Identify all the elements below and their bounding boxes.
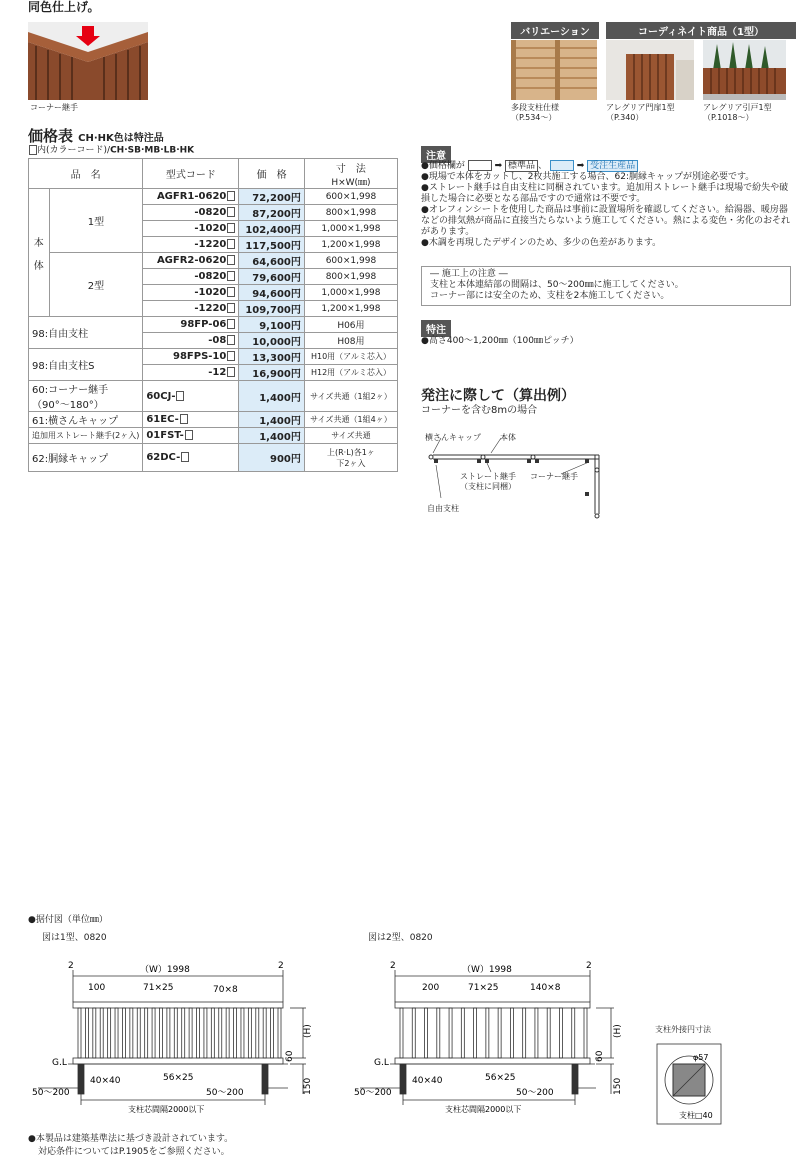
coordinate-header: コーディネイト商品（1型） [606,22,796,39]
table-row-code: 62DC- [143,444,239,472]
table-row-code: -08 [143,333,239,349]
type1-drawing [28,950,328,1125]
table-row-price: 10,000円 [239,333,305,349]
left-drawing-caption: 図は1型、0820 [42,933,107,943]
dim-h: (H) [303,1024,313,1038]
fence-slat [437,1008,440,1058]
fence-slat [152,1008,155,1058]
phi-label: φ57 [693,1053,709,1062]
fence-slat [167,1008,170,1058]
dim-span: 支柱芯間隔2000以下 [445,1105,522,1114]
dim-40: 40×40 [90,1076,121,1086]
fence-slat [93,1008,96,1058]
fence-slat [100,1008,103,1058]
fence-slat [130,1008,133,1058]
free-post-name: 98:自由支柱 [29,317,143,349]
end-cap-name: 61:横さんキャップ [29,412,143,428]
drawings-header: ●据付図（単位㎜） [28,915,108,925]
table-row-size: H06用 [304,317,397,333]
dim-100: 100 [88,983,106,993]
table-row-price: 117,500円 [239,237,305,253]
sliding-gate-photo [703,40,786,100]
label-straight: ストレート継手 （支柱に同梱） [460,472,516,491]
order-example-title: 発注に際して（算出例） [421,388,575,404]
header-size: 寸 法 H×W(㎜) [304,159,397,189]
dim-two-left: 2 [68,961,74,971]
table-row-code: -0820 [143,269,239,285]
dim-200: 200 [422,983,440,993]
table-row-code: 01FST- [143,428,239,444]
table-row-code: 60CJ- [143,381,239,412]
label-body: 本体 [500,433,516,442]
table-row-price: 72,200円 [239,189,305,205]
color-code-line: 内(カラーコード)/CH·SB·MB·LB·HK [28,145,194,157]
note-item-3: ●オレフィンシートを使用した商品は事前に設置場所を確認してください。給湯器、暖房器などの排気熱が商品に直接当たらないよう施工してください。熱による変色・劣化のおそれがあります。 [421,205,791,237]
header-code: 型式コード [143,159,239,189]
table-row-code: -12 [143,365,239,381]
group-main: 本 体 [29,189,50,317]
post-section-drawing [655,1042,723,1126]
gl-label: G.L [374,1058,389,1068]
fence-slat [108,1008,111,1058]
fence-slat [145,1008,148,1058]
table-row-code: 61EC- [143,412,239,428]
header-name: 品 名 [29,159,143,189]
right-drawing-caption: 図は2型、0820 [368,933,433,943]
table-row-price: 9,100円 [239,317,305,333]
fence-slat [122,1008,125,1058]
fence-slat [78,1008,81,1058]
dim-h: (H) [613,1024,623,1038]
corner-joint-label: コーナー継手 [30,103,78,112]
dim-140: 140×8 [530,983,561,993]
table-row-code: AGFR2-0620 [143,253,239,269]
table-row-price: 1,400円 [239,428,305,444]
fence-slat [498,1008,501,1058]
fence-slat [234,1008,237,1058]
table-row-price: 87,200円 [239,205,305,221]
fence-slat [226,1008,229,1058]
straight-joint-name: 追加用ストレート継手(2ヶ入) [29,428,143,444]
fence-slat [474,1008,477,1058]
table-row-size: サイズ共通 [304,428,397,444]
note-item-1: ●現場で本体をカットし、2枚共施工する場合、62:胴縁キャップが別途必要です。 [421,172,755,182]
table-row-price: 102,400円 [239,221,305,237]
table-row-price: 94,600円 [239,285,305,301]
dim-40: 40×40 [412,1076,443,1086]
table-row-size: 600×1,998 [304,253,397,269]
gallery-item-2: アレグリア門扉1型 （P.340） [606,103,675,122]
table-row-size: サイズ共通（1組4ヶ） [304,412,397,428]
dim-two-right: 2 [586,961,592,971]
dim-two-left: 2 [390,961,396,971]
table-row-price: 1,400円 [239,381,305,412]
table-row-price: 79,600円 [239,269,305,285]
table-row-size: H10用（アルミ芯入） [304,349,397,365]
table-row-size: サイズ共通（1組2ヶ） [304,381,397,412]
fence-slat [412,1008,415,1058]
dim-span: 支柱芯間隔2000以下 [128,1105,205,1114]
order-example-subtitle: コーナーを含む8mの場合 [421,405,538,416]
fence-slat [400,1008,403,1058]
post-caption: 支柱外接円寸法 [655,1025,711,1034]
fence-slat [174,1008,177,1058]
type2-label: 2型 [49,253,143,317]
gl-label: G.L [52,1058,67,1068]
fence-slat [182,1008,185,1058]
table-row-code: -1020 [143,285,239,301]
table-row-size: 1,200×1,998 [304,237,397,253]
fence-slat [137,1008,140,1058]
dim-70: 70×8 [213,985,238,995]
dim-60: 60 [285,1050,295,1062]
fence-slat [559,1008,562,1058]
fence-slat [159,1008,162,1058]
free-post-s-name: 98:自由支柱S [29,349,143,381]
variation-header: バリエーション [511,22,599,39]
table-row-code: -1020 [143,221,239,237]
footer-line-1: ●本製品は建築基準法に基づき設計されています。 [28,1134,234,1144]
fence-slat [547,1008,550,1058]
table-row-size: 800×1,998 [304,269,397,285]
table-row-price: 13,300円 [239,349,305,365]
table-row-price: 109,700円 [239,301,305,317]
fence-slat [449,1008,452,1058]
fence-slat [263,1008,266,1058]
fence-slat [278,1008,281,1058]
same-color-caption: 同色仕上げ。 [28,0,100,14]
dim-50-right: 50〜200 [206,1088,244,1098]
header-price: 価 格 [239,159,305,189]
table-row-size: 1,000×1,998 [304,285,397,301]
fence-slat [510,1008,513,1058]
fence-slat [486,1008,489,1058]
type2-drawing [350,950,640,1125]
table-row-size: 800×1,998 [304,205,397,221]
notes-legend: ●価格欄が ➡ 標準品 、 ➡ 受注生産品 [421,160,793,172]
fence-slat [523,1008,526,1058]
fence-slat [189,1008,192,1058]
dim-71: 71×25 [468,983,499,993]
corner-joint-name: 60:コーナー継手 （90°〜180°） [29,381,143,412]
table-row-size: 1,000×1,998 [304,221,397,237]
notes-header: 注意 [421,146,451,163]
special-header: 特注 [421,320,451,337]
label-end-cap: 横さんキャップ [425,433,481,442]
type1-label: 1型 [49,189,143,253]
price-table [28,158,398,472]
table-row-size: 上(R·L)各1ヶ 下2ヶ入 [304,444,397,472]
dim-56: 56×25 [485,1073,516,1083]
fence-slat [535,1008,538,1058]
dim-two-right: 2 [278,961,284,971]
dim-w: （W）1998 [140,965,190,975]
fence-slat [584,1008,587,1058]
table-row-price: 16,900円 [239,365,305,381]
rail-cap-name: 62:胴縁キャップ [29,444,143,472]
fence-slat [219,1008,222,1058]
footer-line-2: 対応条件についてはP.1905をご参照ください。 [38,1147,230,1157]
fence-slat [256,1008,259,1058]
gallery-item-1: 多段支柱仕様 （P.534〜） [511,103,559,122]
notes-list [421,160,793,249]
dim-150: 150 [303,1077,313,1095]
fence-slat [425,1008,428,1058]
dim-71: 71×25 [143,983,174,993]
variation-photo [511,40,597,100]
table-row-size: 600×1,998 [304,189,397,205]
dim-50-left: 50〜200 [354,1088,392,1098]
price-table-title: 価格表 CH·HK色は特注品 [28,127,164,145]
note-item-2: ●ストレート継手は自由支柱に同梱されています。追加用ストレート継手は現場で紛失や破損した場合に必要となる部品ですので通常は不要です。 [421,183,789,204]
table-row-code: -0820 [143,205,239,221]
table-row-price: 64,600円 [239,253,305,269]
install-notes-box: ― 施工上の注意 ― 支柱と本体連結部の間隔は、50〜200㎜に施工してください。 コーナー部には安全のため、支柱を2本施工してください。 [421,266,791,306]
table-row-code: AGFR1-0620 [143,189,239,205]
dim-150: 150 [613,1077,623,1095]
fence-slat [241,1008,244,1058]
dim-56: 56×25 [163,1073,194,1083]
fence-slat [204,1008,207,1058]
dim-50-right: 50〜200 [516,1088,554,1098]
table-row-price: 1,400円 [239,412,305,428]
fence-slat [85,1008,88,1058]
dim-50-left: 50〜200 [32,1088,70,1098]
gallery-item-3: アレグリア引戸1型 （P.1018〜） [703,103,772,122]
table-row-size: H12用（アルミ芯入） [304,365,397,381]
label-post: 自由支柱 [427,504,459,513]
corner-joint-photo [28,22,148,100]
fence-slat [115,1008,118,1058]
fence-slat [197,1008,200,1058]
table-row-size: 1,200×1,998 [304,301,397,317]
fence-slat [461,1008,464,1058]
label-corner: コーナー継手 [530,472,578,481]
note-item-4: ●木調を再現したデザインのため、多少の色差があります。 [421,238,662,248]
fence-slat [211,1008,214,1058]
post-size-label: 支柱□40 [679,1111,713,1120]
fence-slat [572,1008,575,1058]
fence-slat [271,1008,274,1058]
table-row-code: 98FPS-10 [143,349,239,365]
table-row-price: 900円 [239,444,305,472]
table-row-size: H08用 [304,333,397,349]
fence-slat [248,1008,251,1058]
table-row-code: -1220 [143,301,239,317]
dim-w: （W）1998 [462,965,512,975]
table-row-code: 98FP-06 [143,317,239,333]
gate-photo [606,40,694,100]
table-row-code: -1220 [143,237,239,253]
special-item: ●高さ400〜1,200㎜（100㎜ピッチ） [421,336,579,346]
dim-60: 60 [595,1050,605,1062]
